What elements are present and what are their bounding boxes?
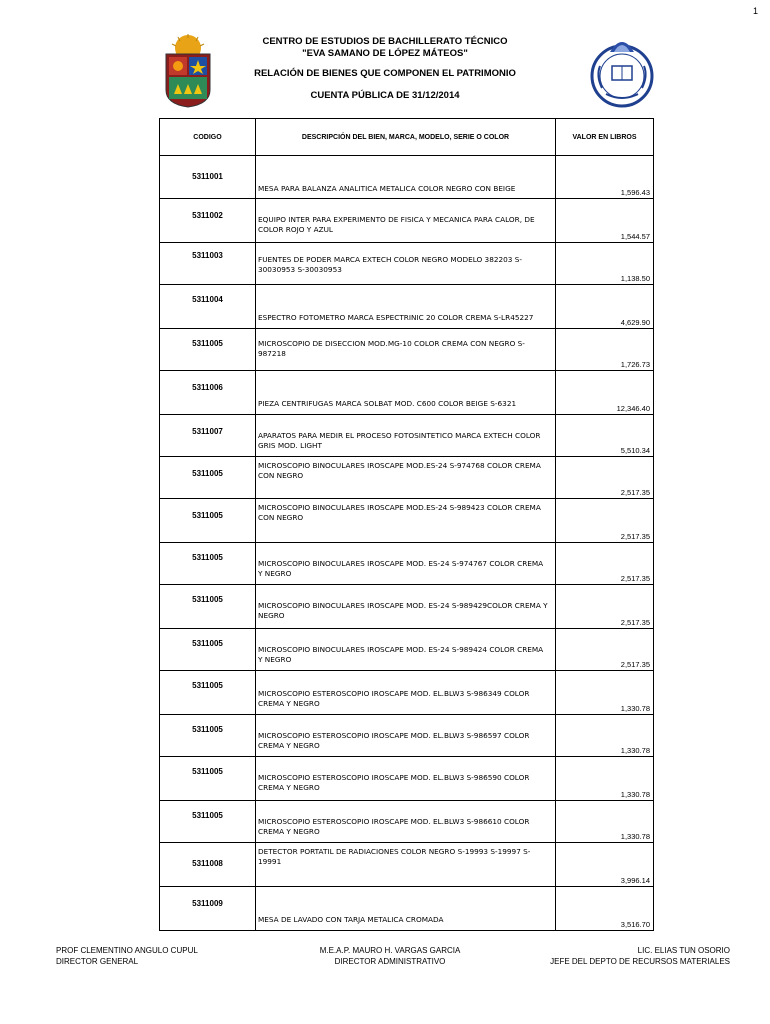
table-header-row <box>160 119 654 156</box>
signer-name: M.E.A.P. MAURO H. VARGAS GARCIA <box>319 946 461 955</box>
table-row <box>160 243 654 285</box>
asset-value: 2,517.35 <box>620 574 650 583</box>
asset-description: FUENTES DE PODER MARCA EXTECH COLOR NEGRO MODELO 382203 S-30030953 S-30030953 <box>258 255 522 274</box>
signature-director-administrativo <box>290 945 490 967</box>
asset-value-cell <box>556 156 654 199</box>
asset-description: MICROSCOPIO ESTEROSCOPIO IROSCAPE MOD. EL.BLW3 S-986610 COLOR CREMA Y NEGRO <box>258 817 530 836</box>
institution-name: CENTRO DE ESTUDIOS DE BACHILLERATO TÉCNICO <box>262 36 508 47</box>
asset-value: 1,330.78 <box>620 790 650 799</box>
table-row <box>160 585 654 629</box>
table-row <box>160 156 654 199</box>
asset-code: 5311005 <box>192 469 223 478</box>
asset-description-cell <box>256 629 556 671</box>
asset-code: 5311005 <box>192 511 223 520</box>
asset-description: APARATOS PARA MEDIR EL PROCESO FOTOSINTETICO MARCA EXTECH COLOR GRIS MOD. LIGHT <box>258 431 541 450</box>
table-row <box>160 671 654 715</box>
asset-value: 1,330.78 <box>620 704 650 713</box>
asset-value-cell <box>556 329 654 371</box>
asset-value-cell <box>556 629 654 671</box>
asset-code: 5311005 <box>192 339 223 348</box>
asset-code-cell <box>160 243 256 285</box>
asset-description: PIEZA CENTRIFUGAS MARCA SOLBAT MOD. C600 COLOR BEIGE S-6321 <box>258 399 517 408</box>
asset-value: 5,510.34 <box>620 446 650 455</box>
asset-description: DETECTOR PORTATIL DE RADIACIONES COLOR NEGRO S-19993 S-19997 S-19991 <box>258 847 531 866</box>
asset-description-cell <box>256 457 556 499</box>
asset-code: 5311004 <box>192 295 223 304</box>
asset-description: EQUIPO INTER PARA EXPERIMENTO DE FISICA Y MECANICA PARA CALOR, DE COLOR ROJO Y AZUL <box>258 215 535 234</box>
asset-value-cell <box>556 671 654 715</box>
table-row <box>160 757 654 801</box>
table-row <box>160 887 654 931</box>
page-number: 1 <box>752 6 758 16</box>
asset-code-cell <box>160 715 256 757</box>
asset-value: 2,517.35 <box>620 660 650 669</box>
asset-code: 5311005 <box>192 725 223 734</box>
table-row <box>160 199 654 243</box>
asset-code-cell <box>160 285 256 329</box>
asset-description-cell <box>256 156 556 199</box>
asset-description: MICROSCOPIO BINOCULARES IROSCAPE MOD.ES-24 S-974768 COLOR CREMA CON NEGRO <box>258 461 541 480</box>
signer-name: LIC. ELIAS TUN OSORIO <box>637 946 730 955</box>
asset-description-cell <box>256 671 556 715</box>
asset-code: 5311005 <box>192 553 223 562</box>
asset-code: 5311005 <box>192 811 223 820</box>
asset-code: 5311005 <box>192 767 223 776</box>
asset-value: 3,996.14 <box>620 876 650 885</box>
asset-code-cell <box>160 887 256 931</box>
asset-value-cell <box>556 585 654 629</box>
asset-value: 2,517.35 <box>620 532 650 541</box>
table-row <box>160 457 654 499</box>
asset-code: 5311005 <box>192 681 223 690</box>
asset-value-cell <box>556 499 654 543</box>
asset-code-cell <box>160 671 256 715</box>
table-row <box>160 499 654 543</box>
asset-code: 5311001 <box>192 172 223 181</box>
asset-code: 5311009 <box>192 899 223 908</box>
table-row <box>160 629 654 671</box>
asset-code-cell <box>160 757 256 801</box>
signer-name: PROF CLEMENTINO ANGULO CUPUL <box>56 946 198 955</box>
asset-description: MICROSCOPIO BINOCULARES IROSCAPE MOD. ES-24 S-989429COLOR CREMA Y NEGRO <box>258 601 548 620</box>
asset-value-cell <box>556 801 654 843</box>
asset-description-cell <box>256 801 556 843</box>
asset-description: MESA DE LAVADO CON TARJA METALICA CROMADA <box>258 915 444 924</box>
asset-description-cell <box>256 499 556 543</box>
asset-value-cell <box>556 843 654 887</box>
asset-code: 5311005 <box>192 595 223 604</box>
asset-value: 1,596.43 <box>620 188 650 197</box>
asset-code-cell <box>160 629 256 671</box>
asset-value: 12,346.40 <box>616 404 650 413</box>
asset-value: 1,138.50 <box>620 274 650 283</box>
asset-value-cell <box>556 243 654 285</box>
signature-director-general <box>56 945 198 967</box>
signer-title: DIRECTOR GENERAL <box>56 957 139 966</box>
asset-code-cell <box>160 415 256 457</box>
asset-code-cell <box>160 457 256 499</box>
table-row <box>160 543 654 585</box>
asset-value: 1,726.73 <box>620 360 650 369</box>
asset-code-cell <box>160 801 256 843</box>
column-header-code: CODIGO <box>160 119 256 156</box>
asset-code-cell <box>160 156 256 199</box>
asset-value: 4,629.90 <box>620 318 650 327</box>
asset-value-cell <box>556 757 654 801</box>
asset-description: MICROSCOPIO BINOCULARES IROSCAPE MOD. ES-24 S-974767 COLOR CREMA Y NEGRO <box>258 559 544 578</box>
asset-description-cell <box>256 199 556 243</box>
assets-table <box>159 118 654 931</box>
asset-description-cell <box>256 757 556 801</box>
column-header-description: DESCRIPCIÓN DEL BIEN, MARCA, MODELO, SERIE O COLOR <box>256 119 556 156</box>
document-header <box>0 36 770 102</box>
signer-title: JEFE DEL DEPTO DE RECURSOS MATERIALES <box>550 957 730 966</box>
table-row <box>160 329 654 371</box>
asset-description-cell <box>256 543 556 585</box>
asset-code: 5311008 <box>192 859 223 868</box>
asset-code: 5311007 <box>192 427 223 436</box>
asset-description: MICROSCOPIO DE DISECCION MOD.MG-10 COLOR CREMA CON NEGRO S-987218 <box>258 339 525 358</box>
asset-value-cell <box>556 415 654 457</box>
asset-code-cell <box>160 499 256 543</box>
signature-recursos-materiales <box>550 945 730 967</box>
asset-value: 2,517.35 <box>620 488 650 497</box>
table-row <box>160 801 654 843</box>
column-header-value: VALOR EN LIBROS <box>556 119 654 156</box>
asset-description-cell <box>256 843 556 887</box>
asset-value-cell <box>556 715 654 757</box>
asset-code-cell <box>160 843 256 887</box>
asset-value-cell <box>556 543 654 585</box>
asset-value-cell <box>556 199 654 243</box>
asset-description: MESA PARA BALANZA ANALITICA METALICA COLOR NEGRO CON BEIGE <box>258 184 516 193</box>
asset-code-cell <box>160 199 256 243</box>
table-row <box>160 843 654 887</box>
asset-value-cell <box>556 887 654 931</box>
asset-value-cell <box>556 285 654 329</box>
asset-value: 3,516.70 <box>620 920 650 929</box>
asset-description: MICROSCOPIO BINOCULARES IROSCAPE MOD.ES-24 S-989423 COLOR CREMA CON NEGRO <box>258 503 541 522</box>
asset-description-cell <box>256 285 556 329</box>
document-period: CUENTA PÚBLICA DE 31/12/2014 <box>310 90 460 101</box>
asset-description-cell <box>256 243 556 285</box>
asset-description: MICROSCOPIO ESTEROSCOPIO IROSCAPE MOD. EL.BLW3 S-986590 COLOR CREMA Y NEGRO <box>258 773 530 792</box>
asset-code: 5311006 <box>192 383 223 392</box>
asset-value: 1,544.57 <box>620 232 650 241</box>
asset-code-cell <box>160 543 256 585</box>
document-title: RELACIÓN DE BIENES QUE COMPONEN EL PATRIMONIO <box>254 68 516 79</box>
asset-description-cell <box>256 715 556 757</box>
asset-description: MICROSCOPIO ESTEROSCOPIO IROSCAPE MOD. EL.BLW3 S-986597 COLOR CREMA Y NEGRO <box>258 731 530 750</box>
asset-description: MICROSCOPIO ESTEROSCOPIO IROSCAPE MOD. EL.BLW3 S-986349 COLOR CREMA Y NEGRO <box>258 689 530 708</box>
asset-description-cell <box>256 585 556 629</box>
table-row <box>160 285 654 329</box>
asset-description-cell <box>256 415 556 457</box>
asset-code-cell <box>160 329 256 371</box>
asset-value: 1,330.78 <box>620 746 650 755</box>
asset-description-cell <box>256 329 556 371</box>
asset-value: 1,330.78 <box>620 832 650 841</box>
asset-description-cell <box>256 887 556 931</box>
asset-code: 5311002 <box>192 211 223 220</box>
asset-code: 5311005 <box>192 639 223 648</box>
table-row <box>160 371 654 415</box>
asset-code-cell <box>160 585 256 629</box>
asset-value: 2,517.35 <box>620 618 650 627</box>
table-row <box>160 715 654 757</box>
table-row <box>160 415 654 457</box>
asset-description-cell <box>256 371 556 415</box>
asset-code: 5311003 <box>192 251 223 260</box>
asset-description: ESPECTRO FOTOMETRO MARCA ESPECTRINIC 20 COLOR CREMA S-LR45227 <box>258 313 534 322</box>
asset-description: MICROSCOPIO BINOCULARES IROSCAPE MOD. ES-24 S-989424 COLOR CREMA Y NEGRO <box>258 645 544 664</box>
institution-subname: "EVA SAMANO DE LÓPEZ MÁTEOS" <box>302 48 468 59</box>
asset-value-cell <box>556 457 654 499</box>
asset-code-cell <box>160 371 256 415</box>
asset-value-cell <box>556 371 654 415</box>
signer-title: DIRECTOR ADMINISTRATIVO <box>334 957 446 966</box>
